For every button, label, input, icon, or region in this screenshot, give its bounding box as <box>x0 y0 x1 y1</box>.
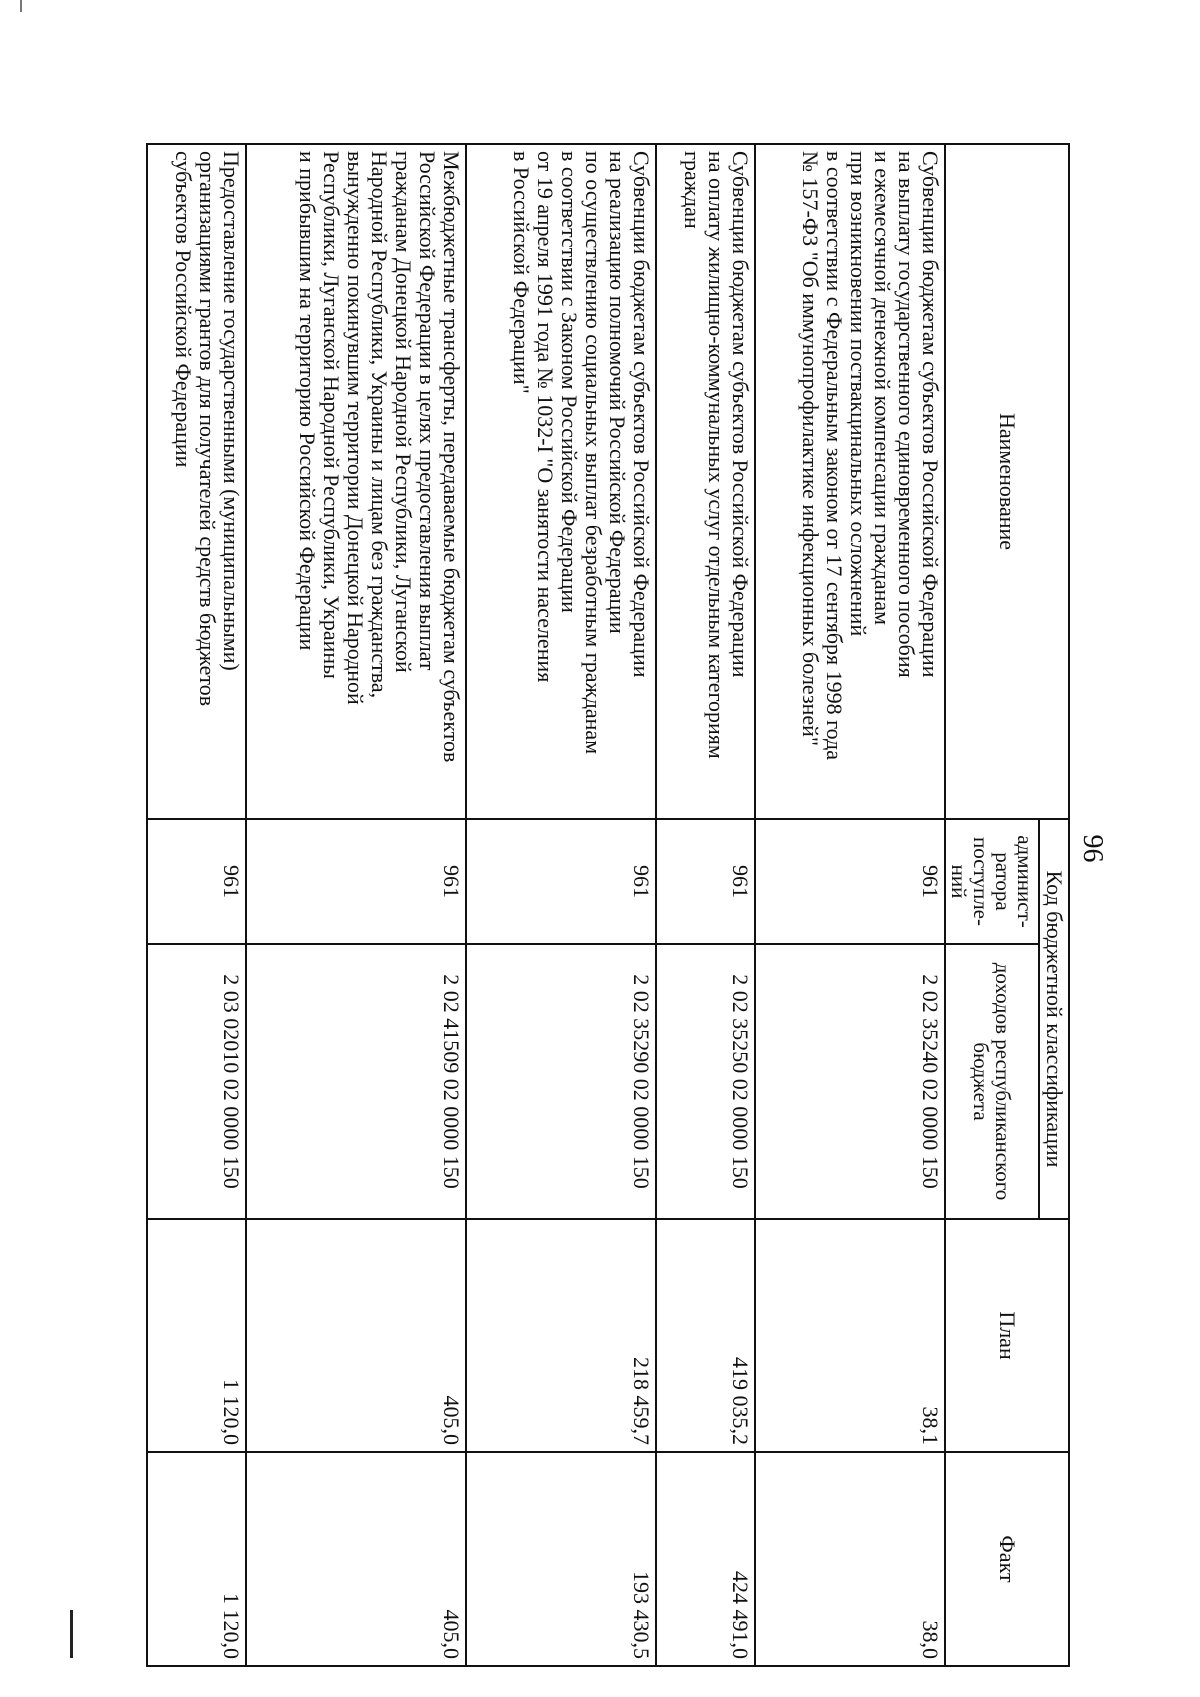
table-row <box>147 144 246 1666</box>
row-admin-code-cell: 961 <box>466 819 656 944</box>
row-admin-code-cell: 961 <box>147 819 246 944</box>
row-name-cell: Субвенции бюджетам субъектов Российской Федерации на реализацию полномочий Российской Федерации по осуществлению социальных выплат безработным гражданам в соответствии с Законом Российской Федерации от 19 апреля 1991 года № 1032-I "О занятости населения в Российской Федерации" <box>466 144 656 819</box>
header-plan: План <box>945 1219 1069 1452</box>
edge-stroke <box>20 0 22 12</box>
row-plan-cell: 218 459,7 <box>466 1219 656 1452</box>
table-body <box>147 144 945 1666</box>
table-row <box>246 144 466 1666</box>
row-income-code-cell: 2 02 35240 02 0000 150 <box>755 944 945 1219</box>
page-number: 96 <box>1077 834 1108 863</box>
row-plan-cell: 1 120,0 <box>147 1219 246 1452</box>
header-name: Наименование <box>945 144 1069 819</box>
row-plan-cell: 38,1 <box>755 1219 945 1452</box>
row-name-cell: Субвенции бюджетам субъектов Российской Федерации на выплату государственного единовременного пособия и ежемесячной денежной компенсации гражданам при возникновении поствакцинальных осложнений в соответствии с Федеральным законом от 17 сентября 1998 года № 157-ФЗ "Об иммунопрофилактике инфекционных болезней" <box>755 144 945 819</box>
row-fact-cell: 1 120,0 <box>147 1452 246 1666</box>
row-income-code-cell: 2 02 41509 02 0000 150 <box>246 944 466 1219</box>
row-income-code-cell: 2 03 02010 02 0000 150 <box>147 944 246 1219</box>
row-admin-code-cell: 961 <box>755 819 945 944</box>
header-row-1 <box>1039 144 1069 1666</box>
row-admin-code-cell: 961 <box>246 819 466 944</box>
row-admin-code-cell: 961 <box>656 819 755 944</box>
row-name-cell: Субвенции бюджетам субъектов Российской Федерации на оплату жилищно-коммунальных услуг отдельным категориям граждан <box>656 144 755 819</box>
row-income-code-cell: 2 02 35250 02 0000 150 <box>656 944 755 1219</box>
header-income: доходов республиканского бюджета <box>945 944 1039 1219</box>
row-fact-cell: 193 430,5 <box>466 1452 656 1666</box>
budget-table <box>146 143 1070 1667</box>
table-row <box>656 144 755 1666</box>
row-fact-cell: 38,0 <box>755 1452 945 1666</box>
header-fact: Факт <box>945 1452 1069 1666</box>
row-plan-cell: 405,0 <box>246 1219 466 1452</box>
row-plan-cell: 419 035,2 <box>656 1219 755 1452</box>
header-admin: админист-ратора поступле-ний <box>945 819 1039 944</box>
row-fact-cell: 424 491,0 <box>656 1452 755 1666</box>
header-code-group: Код бюджетной классификации <box>1039 819 1069 1219</box>
table-row <box>755 144 945 1666</box>
row-income-code-cell: 2 02 35290 02 0000 150 <box>466 944 656 1219</box>
row-name-cell: Межбюджетные трансферты, передаваемые бюджетам субъектов Российской Федерации в целях предоставления выплат гражданам Донецкой Народной Республики, Луганской Народной Республики, Украины и лицам без гражданства, вынужденно покинувшим территории Донецкой Народной Республики, Луганской Народной Республики, Украины и прибывшим на территорию Российской Федерации <box>246 144 466 819</box>
margin-stroke <box>70 1610 73 1658</box>
row-name-cell: Предоставление государственными (муниципальными) организациями грантов для получателей средств бюджетов субъектов Российской Федерации <box>147 144 246 819</box>
row-fact-cell: 405,0 <box>246 1452 466 1666</box>
table-row <box>466 144 656 1666</box>
